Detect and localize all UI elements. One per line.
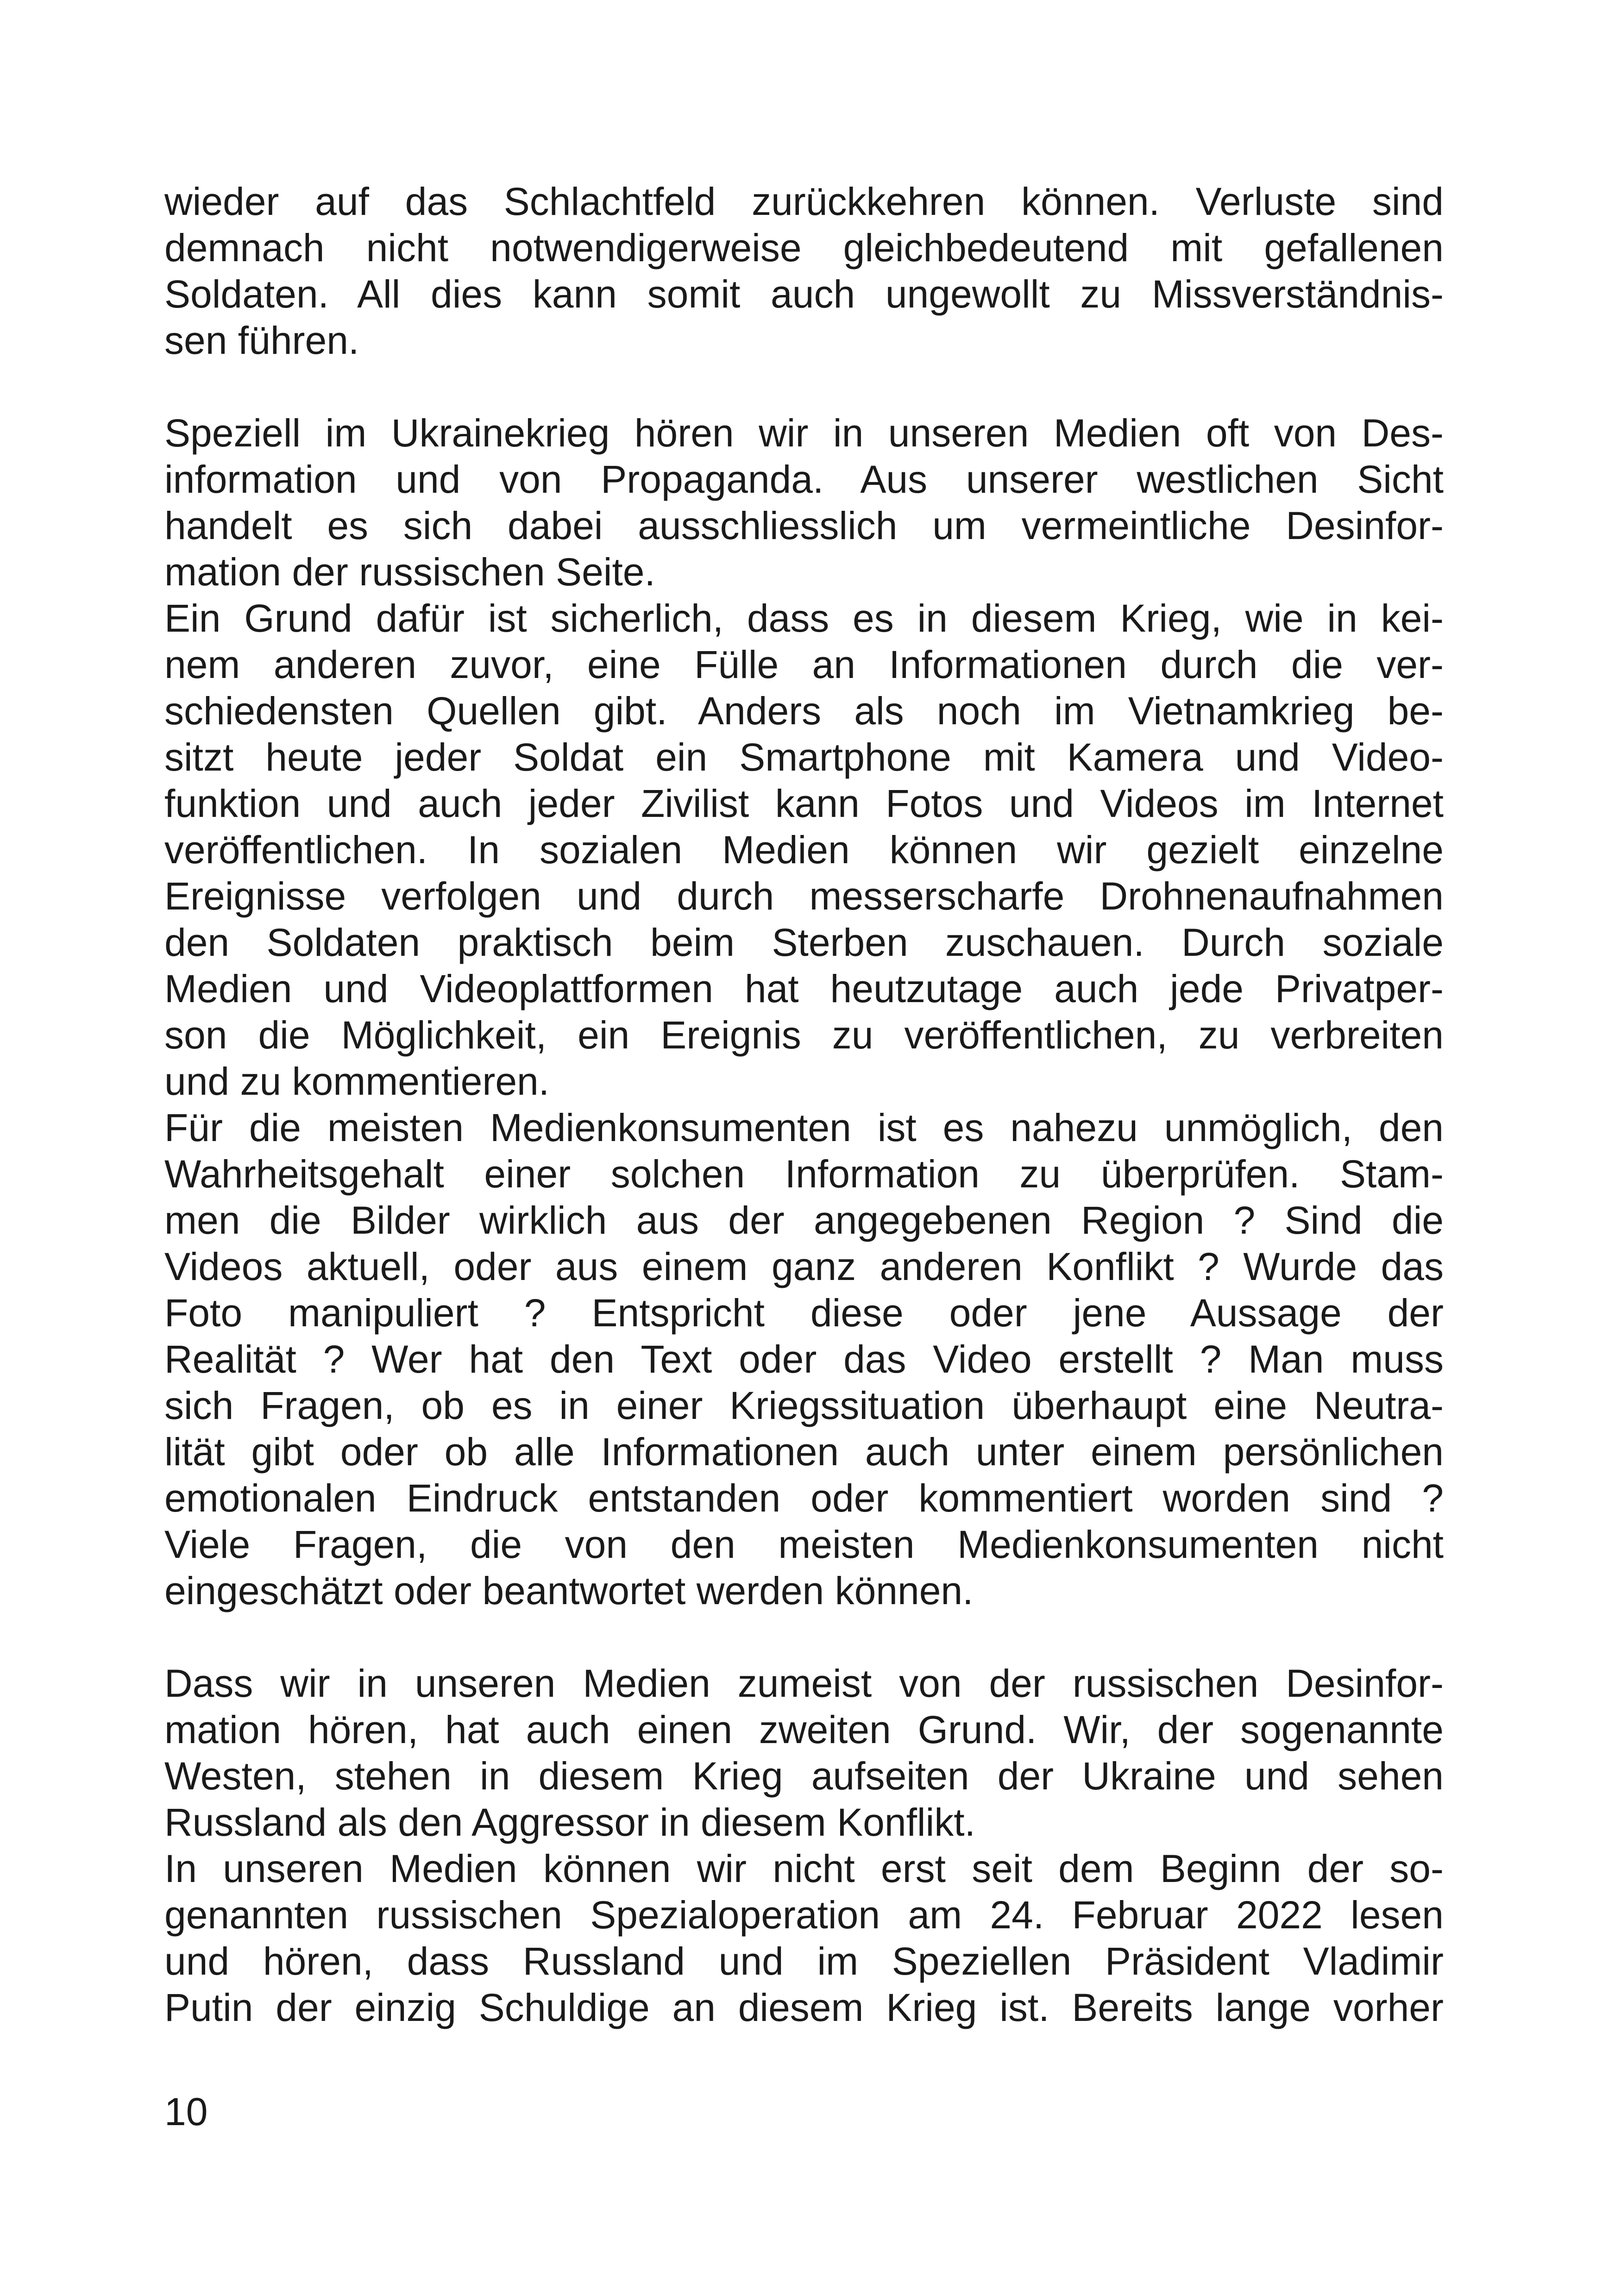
text-line: nem anderen zuvor, eine Fülle an Informationen durch die ver-: [164, 643, 1444, 686]
text-line: sitzt heute jeder Soldat ein Smartphone mit Kamera und Video-: [164, 735, 1444, 779]
text-line: genannten russischen Spezialoperation am 24. Februar 2022 lesen: [164, 1893, 1444, 1937]
paragraph-gap: [164, 364, 1444, 410]
text-line: Realität ? Wer hat den Text oder das Video erstellt ? Man muss: [164, 1337, 1444, 1381]
page-number: 10: [164, 2090, 208, 2133]
page-body: [164, 178, 1444, 2031]
text-line: Soldaten. All dies kann somit auch ungewollt zu Missverständnis-: [164, 272, 1444, 316]
text-line: Speziell im Ukrainekrieg hören wir in unseren Medien oft von Des-: [164, 411, 1444, 455]
text-line: sich Fragen, ob es in einer Kriegssituation überhaupt eine Neutra-: [164, 1384, 1444, 1427]
text-line: mation der russischen Seite.: [164, 550, 655, 594]
text-line: Videos aktuell, oder aus einem ganz anderen Konflikt ? Wurde das: [164, 1245, 1444, 1288]
text-line: handelt es sich dabei ausschliesslich um vermeintliche Desinfor-: [164, 504, 1444, 547]
paragraph-gap: [164, 1614, 1444, 1660]
text-line: Viele Fragen, die von den meisten Medienkonsumenten nicht: [164, 1523, 1444, 1566]
text-line: son die Möglichkeit, ein Ereignis zu veröffentlichen, zu verbreiten: [164, 1013, 1444, 1057]
text-line: wieder auf das Schlachtfeld zurückkehren können. Verluste sind: [164, 180, 1444, 223]
text-line: funktion und auch jeder Zivilist kann Fotos und Videos im Internet: [164, 782, 1444, 825]
text-line: Ein Grund dafür ist sicherlich, dass es in diesem Krieg, wie in kei-: [164, 596, 1444, 640]
text-line: In unseren Medien können wir nicht erst seit dem Beginn der so-: [164, 1847, 1444, 1890]
text-line: Medien und Videoplattformen hat heutzutage auch jede Privatper-: [164, 967, 1444, 1010]
text-line: sen führen.: [164, 319, 359, 362]
text-line: Für die meisten Medienkonsumenten ist es nahezu unmöglich, den: [164, 1106, 1444, 1149]
text-line: information und von Propaganda. Aus unserer westlichen Sicht: [164, 458, 1444, 501]
text-line: Wahrheitsgehalt einer solchen Information zu überprüfen. Stam-: [164, 1152, 1444, 1196]
text-line: Westen, stehen in diesem Krieg aufseiten der Ukraine und sehen: [164, 1754, 1444, 1798]
text-line: Ereignisse verfolgen und durch messerscharfe Drohnenaufnahmen: [164, 874, 1444, 918]
text-line: men die Bilder wirklich aus der angegebenen Region ? Sind die: [164, 1198, 1444, 1242]
text-line: eingeschätzt oder beantwortet werden können.: [164, 1569, 974, 1612]
text-line: Foto manipuliert ? Entspricht diese oder jene Aussage der: [164, 1291, 1444, 1335]
text-line: veröffentlichen. In sozialen Medien können wir gezielt einzelne: [164, 828, 1444, 872]
text-line: schiedensten Quellen gibt. Anders als noch im Vietnamkrieg be-: [164, 689, 1444, 733]
text-line: emotionalen Eindruck entstanden oder kommentiert worden sind ?: [164, 1476, 1444, 1520]
text-line: Dass wir in unseren Medien zumeist von der russischen Desinfor-: [164, 1662, 1444, 1705]
text-line: lität gibt oder ob alle Informationen auch unter einem persönlichen: [164, 1430, 1444, 1474]
text-line: den Soldaten praktisch beim Sterben zuschauen. Durch soziale: [164, 921, 1444, 964]
text-line: Putin der einzig Schuldige an diesem Krieg ist. Bereits lange vorher: [164, 1986, 1444, 2029]
text-line: und zu kommentieren.: [164, 1060, 550, 1103]
text-line: mation hören, hat auch einen zweiten Grund. Wir, der sogenannte: [164, 1708, 1444, 1751]
text-line: demnach nicht notwendigerweise gleichbedeutend mit gefallenen: [164, 226, 1444, 270]
text-line: Russland als den Aggressor in diesem Konflikt.: [164, 1800, 975, 1844]
text-line: und hören, dass Russland und im Speziellen Präsident Vladimir: [164, 1939, 1444, 1983]
